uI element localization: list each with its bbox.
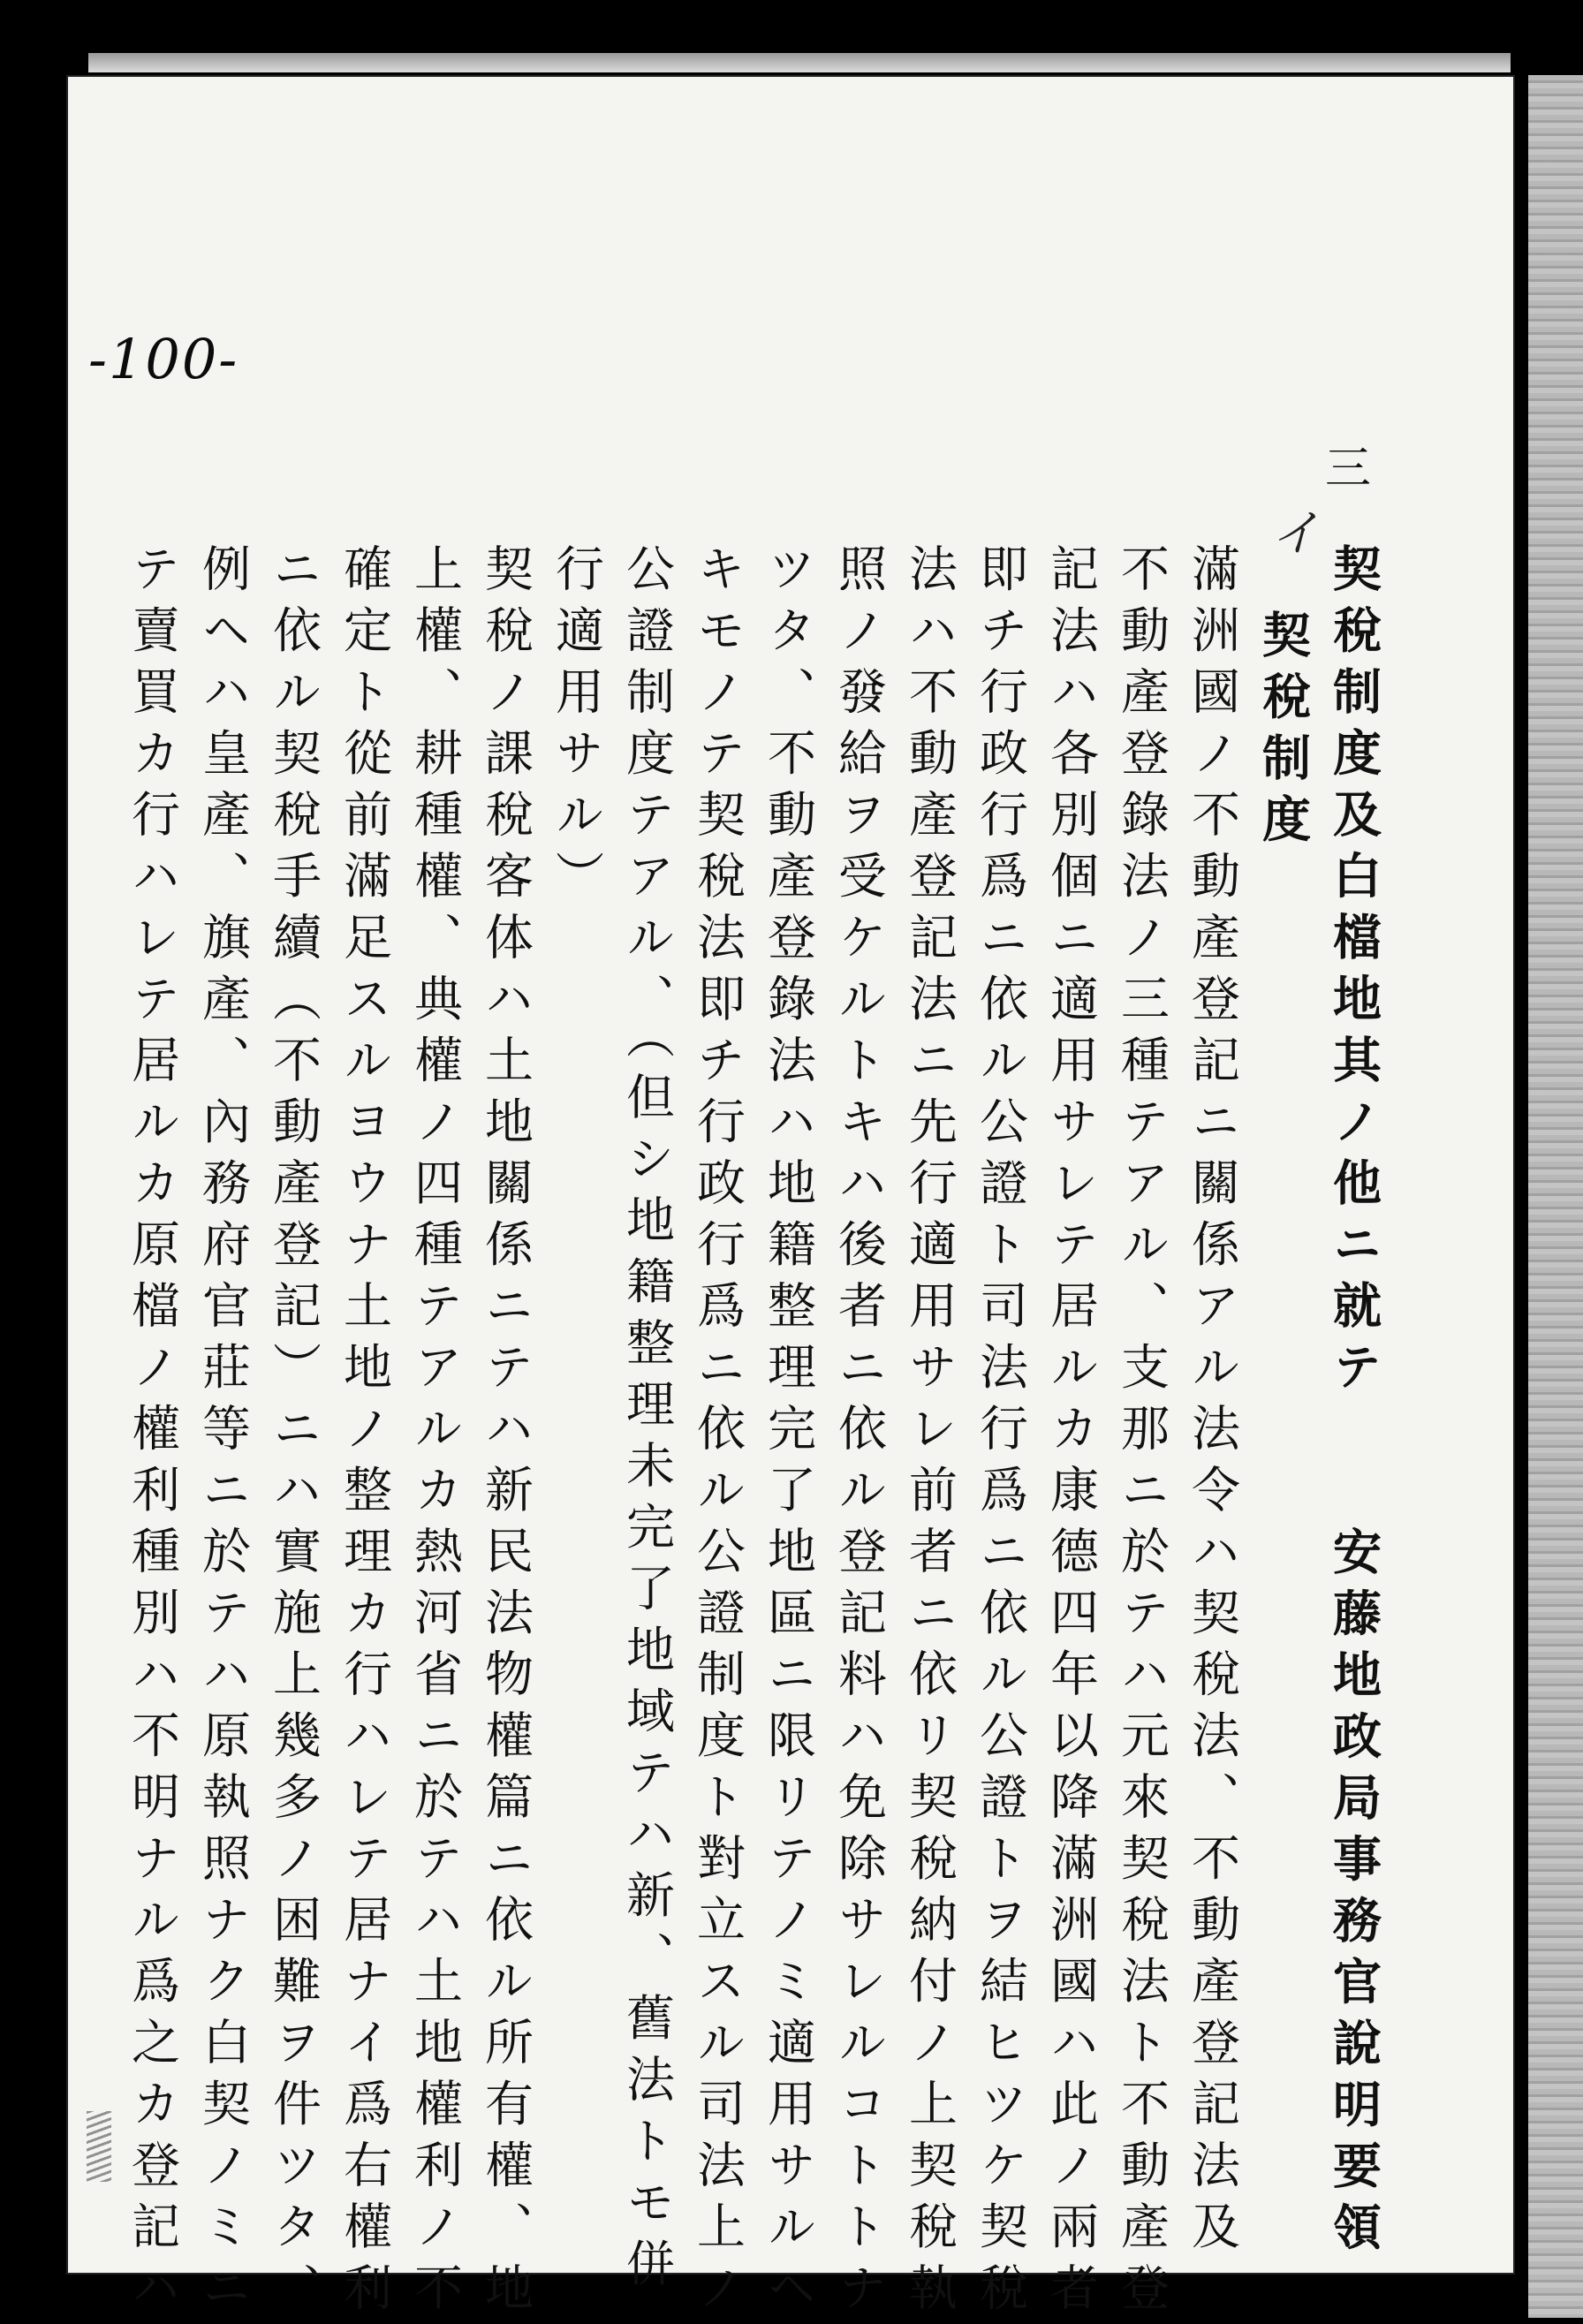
body-column-8: キモノテ契稅法即チ行政行爲ニ依ル公證制度ト對立スル司法上ノ bbox=[689, 543, 746, 2324]
adjacent-page-edge bbox=[1528, 75, 1583, 2318]
body-column-3: 記法ハ各別個ニ適用サレテ居ルカ康德四年以降滿洲國ハ此ノ兩者 bbox=[1042, 543, 1099, 2324]
body-column-12: 上權、耕種權、典權ノ四種テアルカ熱河省ニ於テハ土地權利ノ不 bbox=[406, 543, 463, 2324]
margin-scribble bbox=[87, 2111, 111, 2182]
page-number: -100- bbox=[88, 327, 239, 391]
margin-note: イ bbox=[1270, 505, 1320, 563]
body-column-4: 即チ行政行爲ニ依ル公證ト司法行爲ニ依ル公證トヲ結ヒツケ契稅 bbox=[972, 543, 1028, 2324]
document-title: 契稅制度及白檔地其ノ他ニ就テ bbox=[1325, 543, 1382, 1403]
author-line: 安藤地政局事務官說明要領 bbox=[1325, 1526, 1382, 2263]
scan-top-strip bbox=[88, 53, 1511, 72]
subheading: 契稅制度 bbox=[1254, 609, 1312, 855]
body-column-14: ニ依ル契稅手續（不動產登記）ニハ實施上幾多ノ困難ヲ件ツタ、 bbox=[265, 543, 322, 2324]
body-column-5: 法ハ不動產登記法ニ先行適用サレ前者ニ依リ契稅納付ノ上契稅執 bbox=[901, 543, 958, 2324]
body-column-2: 不動產登錄法ノ三種テアル、支那ニ於テハ元來契稅法ト不動產登 bbox=[1113, 543, 1170, 2324]
section-marker: 三 bbox=[1325, 443, 1372, 496]
body-column-11: 契稅ノ課稅客体ハ土地關係ニテハ新民法物權篇ニ依ル所有權、地 bbox=[477, 543, 534, 2324]
body-column-13: 確定ト從前滿足スルヨウナ土地ノ整理カ行ハレテ居ナイ爲右權利 bbox=[336, 543, 392, 2324]
body-column-1: 滿洲國ノ不動產登記ニ關係アル法令ハ契稅法、不動產登記法及 bbox=[1184, 543, 1240, 2262]
body-column-15: 例ヘハ皇產、旗產、內務府官莊等ニ於テハ原執照ナク白契ノミニ bbox=[194, 543, 251, 2324]
body-column-7: ツタ、不動產登錄法ハ地籍整理完了地區ニ限リテノミ適用サルヘ bbox=[760, 543, 816, 2324]
body-column-16: テ賣買カ行ハレテ居ルカ原檔ノ權利種別ハ不明ナル爲之カ登記ハ bbox=[124, 543, 180, 2324]
body-column-6: 照ノ發給ヲ受ケルトキハ後者ニ依ル登記料ハ免除サレルコトトナ bbox=[830, 543, 887, 2324]
body-column-9: 公證制度テアル、（但シ地籍整理未完了地域テハ新、舊法トモ併 bbox=[618, 543, 675, 2299]
body-column-10: 行適用サル） bbox=[548, 543, 604, 912]
